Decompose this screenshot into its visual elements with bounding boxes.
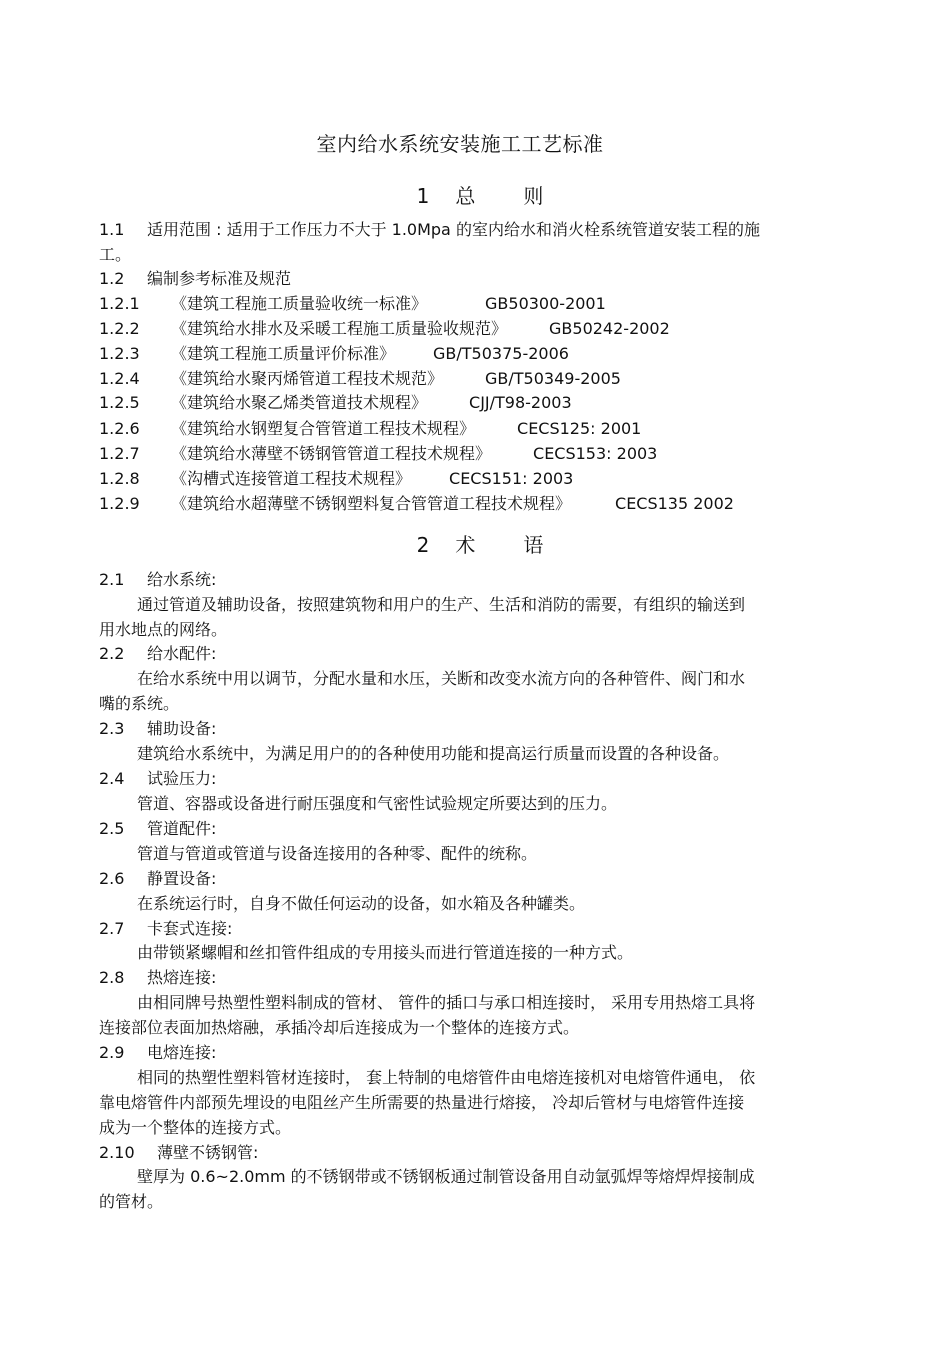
reference-item	[99, 443, 657, 465]
term-name: 试验压力:	[147, 769, 217, 788]
term-definition: 由带锁紧螺帽和丝扣管件组成的专用接头而进行管道连接的一种方式。	[137, 943, 634, 962]
term-name: 辅助设备:	[147, 719, 217, 738]
term-number: 2.7	[99, 919, 125, 938]
reference-code: CECS151: 2003	[449, 469, 574, 488]
term-definition: 在给水系统中用以调节，分配水量和水压，关断和改变水流方向的各种管件、阀门和水	[137, 669, 746, 688]
clause-1-1-continued	[99, 244, 131, 266]
term-heading	[99, 569, 216, 591]
reference-code: CJJ/T98-2003	[469, 393, 572, 412]
term-definition: 成为一个整体的连接方式。	[99, 1118, 292, 1137]
term-definition: 由相同牌号热塑性塑料制成的管材、 管件的插口与承口相连接时， 采用专用热熔工具将	[137, 993, 756, 1012]
term-definition: 连接部位表面加热熔融，承插冷却后连接成为一个整体的连接方式。	[99, 1018, 580, 1037]
term-name: 给水配件:	[147, 644, 217, 663]
clause-number: 1.2	[99, 269, 125, 288]
reference-name: 《建筑给水排水及采暖工程施工质量验收规范》	[171, 319, 508, 338]
reference-item	[99, 343, 569, 365]
reference-item	[99, 293, 606, 315]
term-heading	[99, 768, 216, 790]
reference-number: 1.2.4	[99, 369, 140, 388]
term-heading	[99, 918, 232, 940]
reference-name: 《建筑给水聚乙烯类管道技术规程》	[171, 393, 428, 412]
reference-number: 1.2.8	[99, 469, 140, 488]
reference-number: 1.2.6	[99, 419, 140, 438]
term-heading	[99, 1042, 216, 1064]
reference-name: 《建筑给水钢塑复合管管道工程技术规程》	[171, 419, 476, 438]
term-name: 管道配件:	[147, 819, 217, 838]
term-definition: 的管材。	[99, 1192, 164, 1211]
term-name: 给水系统:	[147, 570, 217, 589]
reference-item	[99, 418, 641, 440]
document-title: 室内给水系统安装施工工艺标准	[316, 132, 604, 156]
term-definition: 在系统运行时，自身不做任何运动的设备，如水箱及各种罐类。	[137, 894, 586, 913]
term-number: 2.2	[99, 644, 125, 663]
term-definition: 壁厚为 0.6~2.0mm 的不锈钢带或不锈钢板通过制管设备用自动氩弧焊等熔焊焊接制成	[137, 1167, 755, 1186]
reference-name: 《建筑工程施工质量评价标准》	[171, 344, 396, 363]
term-name: 热熔连接:	[147, 968, 217, 987]
term-definition: 用水地点的网络。	[99, 620, 228, 639]
reference-name: 《建筑给水聚丙烯管道工程技术规范》	[171, 369, 444, 388]
term-name: 静置设备:	[147, 869, 217, 888]
term-number: 2.4	[99, 769, 125, 788]
term-heading	[99, 1142, 258, 1164]
reference-number: 1.2.1	[99, 294, 140, 313]
reference-item	[99, 318, 670, 340]
term-number: 2.8	[99, 968, 125, 987]
term-name: 卡套式连接:	[147, 919, 233, 938]
term-number: 2.3	[99, 719, 125, 738]
term-name: 电熔连接:	[147, 1043, 217, 1062]
term-definition: 管道与管道或管道与设备连接用的各种零、配件的统称。	[137, 844, 538, 863]
reference-name: 《建筑给水超薄壁不锈钢塑料复合管管道工程技术规程》	[171, 494, 572, 513]
section-number: 2	[416, 533, 430, 557]
reference-name: 《建筑给水薄壁不锈钢管管道工程技术规程》	[171, 444, 492, 463]
reference-number: 1.2.9	[99, 494, 140, 513]
clause-1-1	[99, 219, 760, 241]
term-definition: 通过管道及辅助设备，按照建筑物和用户的生产、生活和消防的需要，有组织的输送到	[137, 595, 746, 614]
term-definition: 嘴的系统。	[99, 694, 180, 713]
clause-1-2	[99, 268, 291, 290]
term-definition: 建筑给水系统中，为满足用户的的各种使用功能和提高运行质量而设置的各种设备。	[137, 744, 730, 763]
reference-code: CECS125: 2001	[517, 419, 642, 438]
reference-number: 1.2.5	[99, 393, 140, 412]
term-heading	[99, 818, 216, 840]
reference-item	[99, 468, 573, 490]
reference-number: 1.2.3	[99, 344, 140, 363]
term-definition: 靠电熔管件内部预先埋设的电阻丝产生所需要的热量进行熔接， 冷却后管材与电熔管件连接	[99, 1093, 745, 1112]
section-heading-char: 语	[523, 533, 544, 557]
section-1-heading	[0, 180, 950, 209]
reference-code: CECS153: 2003	[533, 444, 658, 463]
term-number: 2.1	[99, 570, 125, 589]
reference-item	[99, 392, 572, 414]
clause-text: 工。	[99, 245, 132, 264]
section-number: 1	[416, 184, 430, 208]
clause-text: 适用范围 : 适用于工作压力不大于 1.0Mpa 的室内给水和消火栓系统管道安装工程的施	[147, 220, 760, 239]
reference-item	[99, 493, 734, 515]
term-name: 薄壁不锈钢管:	[157, 1143, 259, 1162]
reference-name: 《建筑工程施工质量验收统一标准》	[171, 294, 428, 313]
term-number: 2.10	[99, 1143, 135, 1162]
term-heading	[99, 718, 216, 740]
term-number: 2.9	[99, 1043, 125, 1062]
reference-code: GB/T50375-2006	[433, 344, 569, 363]
term-number: 2.6	[99, 869, 125, 888]
reference-name: 《沟槽式连接管道工程技术规程》	[171, 469, 412, 488]
section-heading-char: 总	[455, 184, 476, 208]
reference-code: GB/T50349-2005	[485, 369, 621, 388]
term-definition: 管道、容器或设备进行耐压强度和气密性试验规定所要达到的压力。	[137, 794, 618, 813]
reference-code: GB50300-2001	[485, 294, 606, 313]
term-number: 2.5	[99, 819, 125, 838]
clause-text: 编制参考标准及规范	[147, 269, 292, 288]
reference-code: CECS135 2002	[615, 494, 734, 513]
term-definition: 相同的热塑性塑料管材连接时， 套上特制的电熔管件由电熔连接机对电熔管件通电， 依	[137, 1068, 756, 1087]
section-heading-char: 则	[523, 184, 544, 208]
term-heading	[99, 868, 216, 890]
section-2-heading	[0, 529, 950, 558]
term-heading	[99, 643, 216, 665]
section-heading-char: 术	[455, 533, 476, 557]
reference-number: 1.2.2	[99, 319, 140, 338]
term-heading	[99, 967, 216, 989]
clause-number: 1.1	[99, 220, 125, 239]
reference-number: 1.2.7	[99, 444, 140, 463]
reference-item	[99, 368, 621, 390]
reference-code: GB50242-2002	[549, 319, 670, 338]
